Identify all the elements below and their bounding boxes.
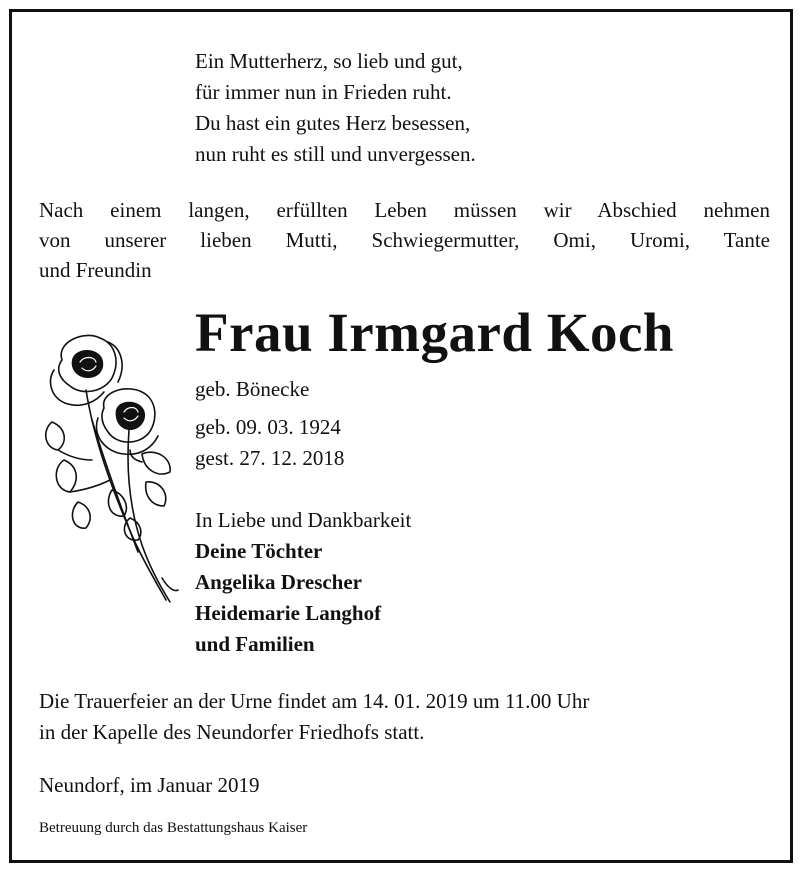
birth-date: geb. 09. 03. 1924 xyxy=(195,415,341,439)
intro-line: Nach einem langen, erfüllten Leben müssen wir Abschied nehmen xyxy=(39,198,770,222)
mourners-intro: In Liebe und Dankbarkeit xyxy=(195,508,412,532)
mourner-line: Angelika Drescher xyxy=(195,570,363,594)
maiden-name: geb. Bönecke xyxy=(195,377,310,401)
funeral-home-note: Betreuung durch das Bestattungshaus Kaiser xyxy=(39,820,308,836)
mourner-line: Deine Töchter xyxy=(195,539,323,563)
place-date: Neundorf, im Januar 2019 xyxy=(39,773,260,797)
roses-icon xyxy=(34,330,182,608)
funeral-notice xyxy=(39,686,589,748)
intro-line: und Freundin xyxy=(39,258,152,282)
mourner-line: Heidemarie Langhof xyxy=(195,601,382,625)
funeral-line: in der Kapelle des Neundorfer Friedhofs statt. xyxy=(39,720,425,744)
intro-line: von unserer lieben Mutti, Schwiegermutter, Omi, Uromi, Tante xyxy=(39,228,770,252)
poem-line: Du hast ein gutes Herz besessen, xyxy=(195,111,471,135)
poem-line: Ein Mutterherz, so lieb und gut, xyxy=(195,49,463,73)
poem-line: nun ruht es still und unvergessen. xyxy=(195,142,476,166)
life-dates xyxy=(195,412,344,474)
mourner-line: und Familien xyxy=(195,632,315,656)
funeral-line: Die Trauerfeier an der Urne findet am 14. 01. 2019 um 11.00 Uhr xyxy=(39,689,590,713)
deceased-name: Frau Irmgard Koch xyxy=(195,302,675,363)
mourners-block xyxy=(195,505,411,660)
memorial-poem xyxy=(195,46,476,170)
poem-line: für immer nun in Frieden ruht. xyxy=(195,80,452,104)
death-date: gest. 27. 12. 2018 xyxy=(195,446,345,470)
obituary-frame xyxy=(9,9,793,863)
farewell-intro xyxy=(39,195,770,285)
